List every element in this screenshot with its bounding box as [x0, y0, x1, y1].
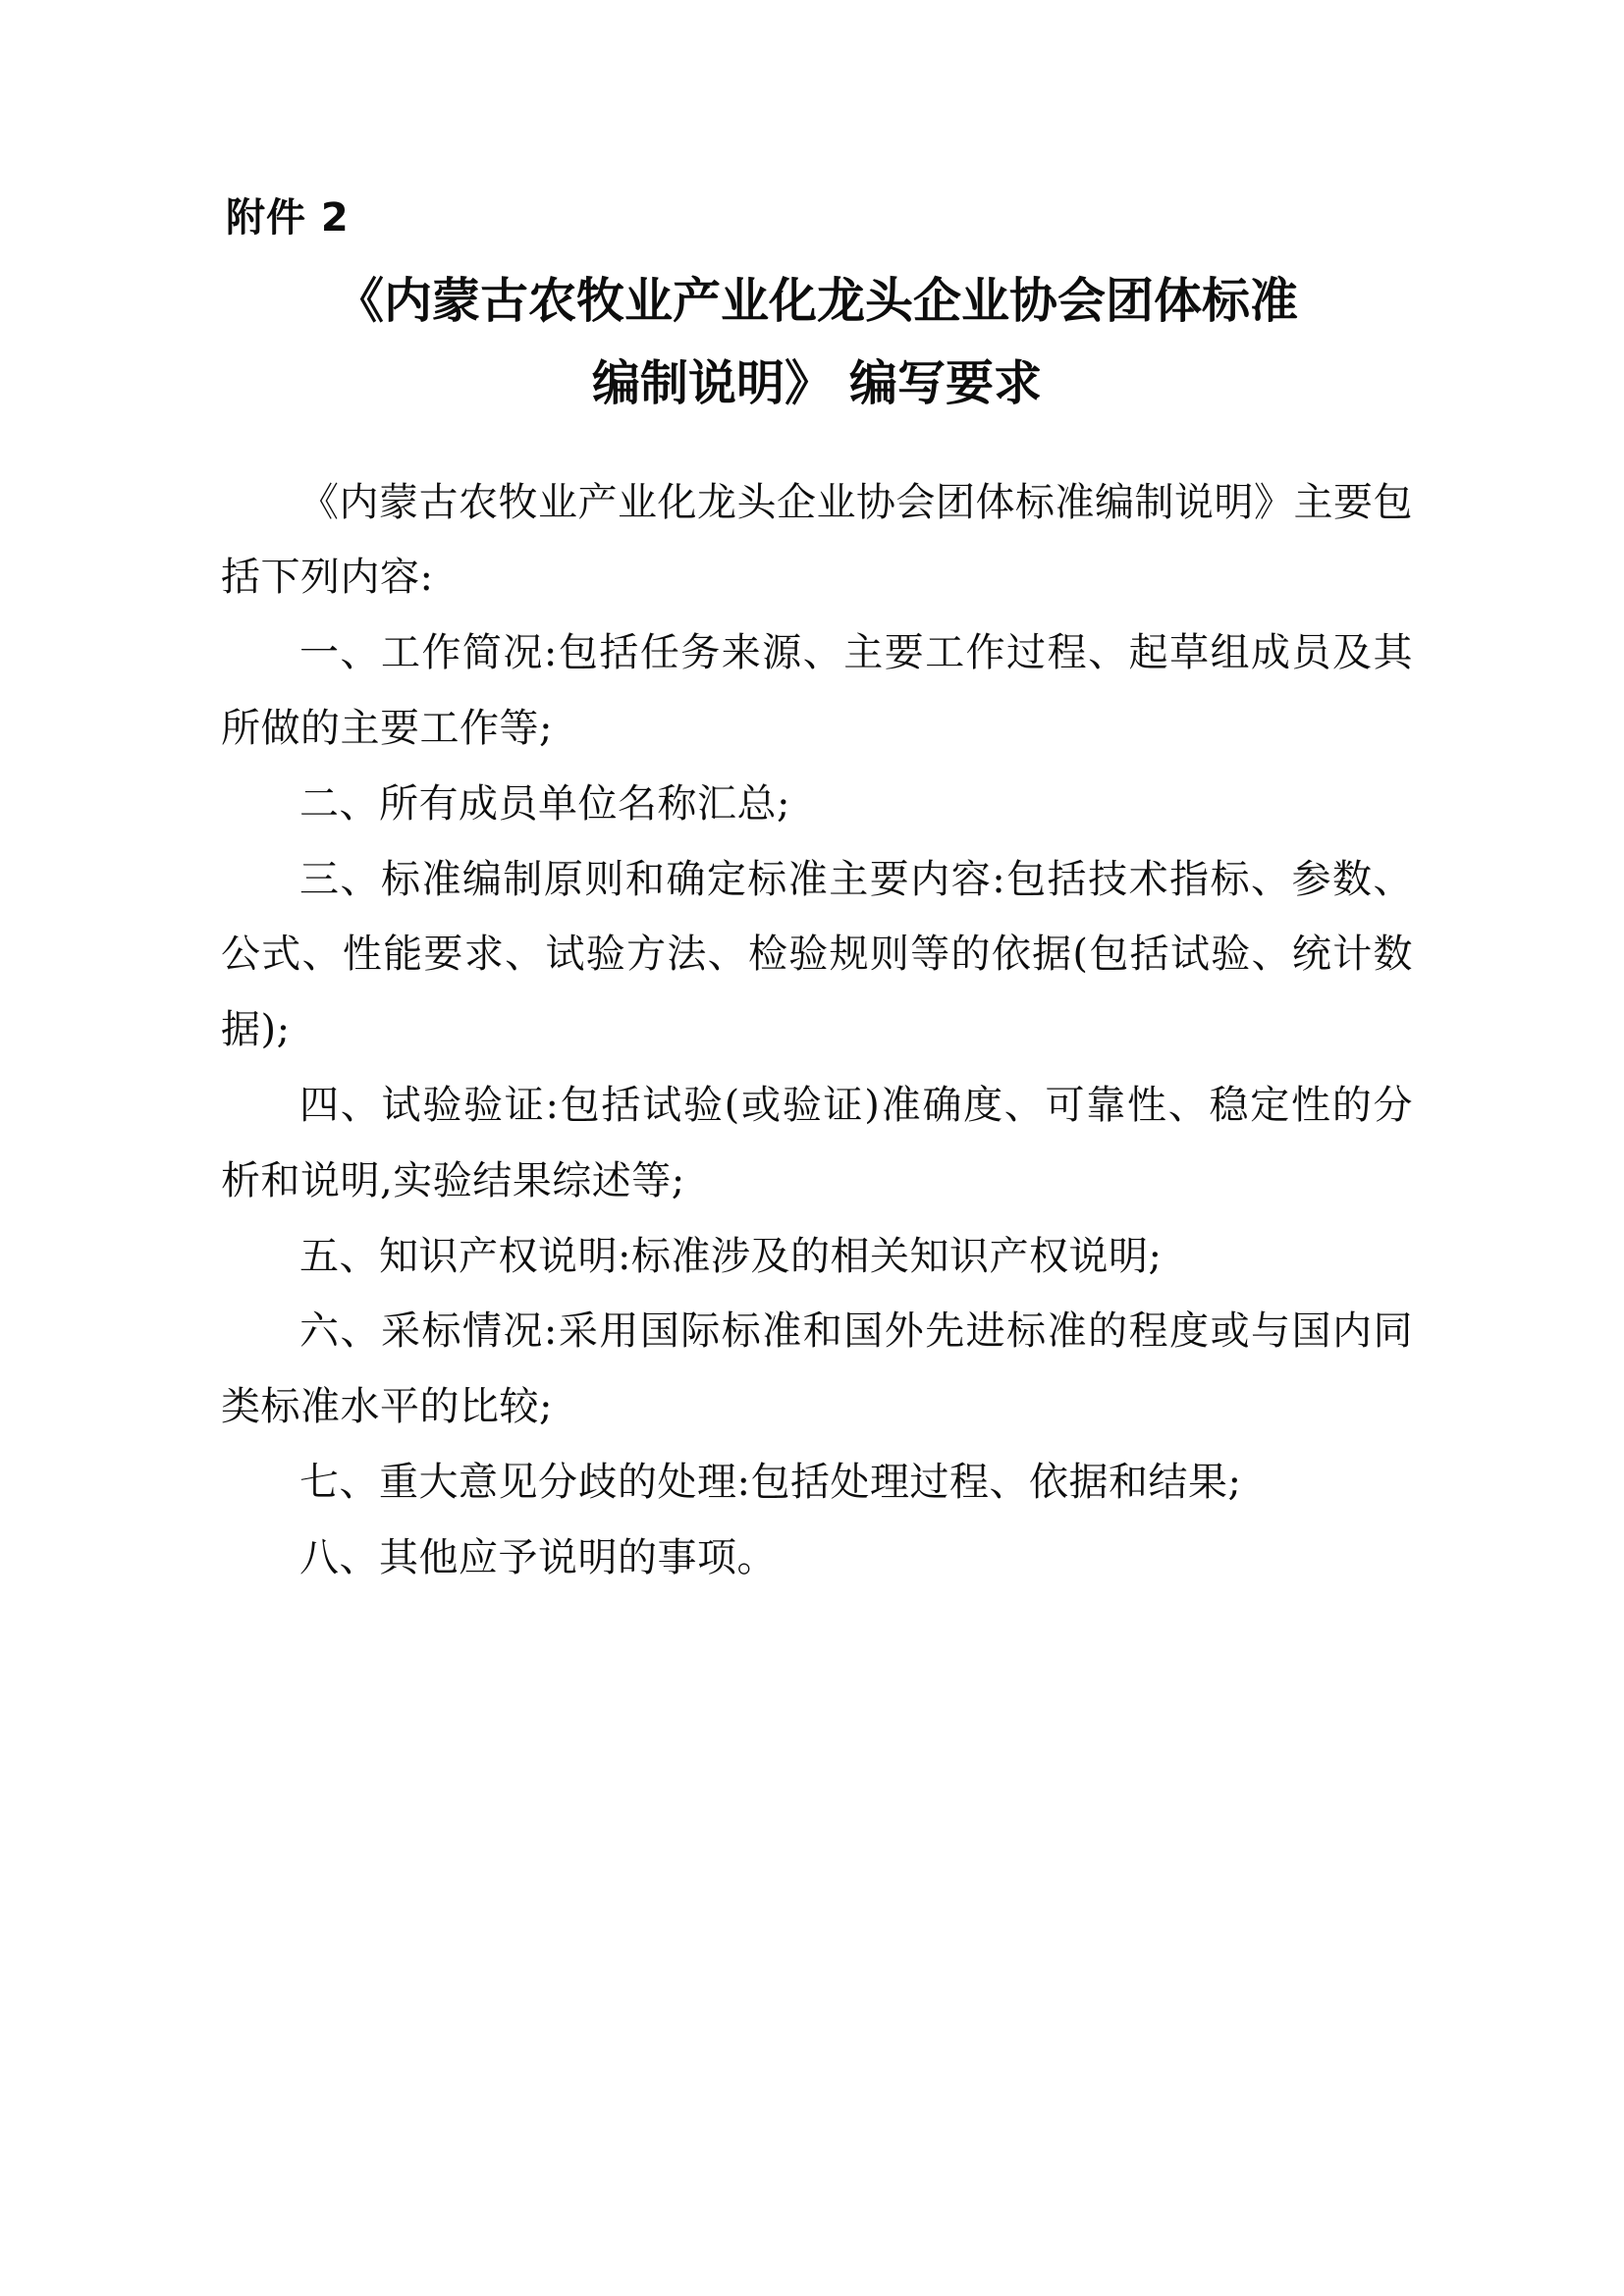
- page-title: [221, 260, 1413, 426]
- paragraph-item-1: 一、工作简况:包括任务来源、主要工作过程、起草组成员及其所做的主要工作等;: [221, 630, 1413, 751]
- attachment-label: 附件 2: [226, 195, 350, 240]
- paragraph-item-3: 三、标准编制原则和确定标准主要内容:包括技术指标、参数、公式、性能要求、试验方法、检验规则等的依据(包括试验、统计数据);: [221, 856, 1413, 1053]
- paragraph-intro: 《内蒙古农牧业产业化龙头企业协会团体标准编制说明》主要包括下列内容:: [221, 479, 1413, 601]
- paragraph-item-2: 二、所有成员单位名称汇总;: [299, 780, 790, 827]
- paragraph-item-7: 七、重大意见分歧的处理:包括处理过程、依据和结果;: [299, 1459, 1242, 1505]
- paragraph-item-5: 五、知识产权说明:标准涉及的相关知识产权说明;: [299, 1233, 1163, 1279]
- paragraph-item-8: 八、其他应予说明的事项。: [299, 1534, 777, 1580]
- page-title-line-1: 《内蒙古农牧业产业化龙头企业协会团体标准: [335, 273, 1298, 329]
- paragraph-item-4: 四、试验验证:包括试验(或验证)准确度、可靠性、稳定性的分析和说明,实验结果综述等;: [221, 1082, 1413, 1203]
- document-body: [221, 465, 1413, 1596]
- page-title-line-2: 编制说明》 编写要求: [591, 355, 1043, 412]
- paragraph-item-6: 六、采标情况:采用国际标准和国外先进标准的程度或与国内同类标准水平的比较;: [221, 1308, 1413, 1430]
